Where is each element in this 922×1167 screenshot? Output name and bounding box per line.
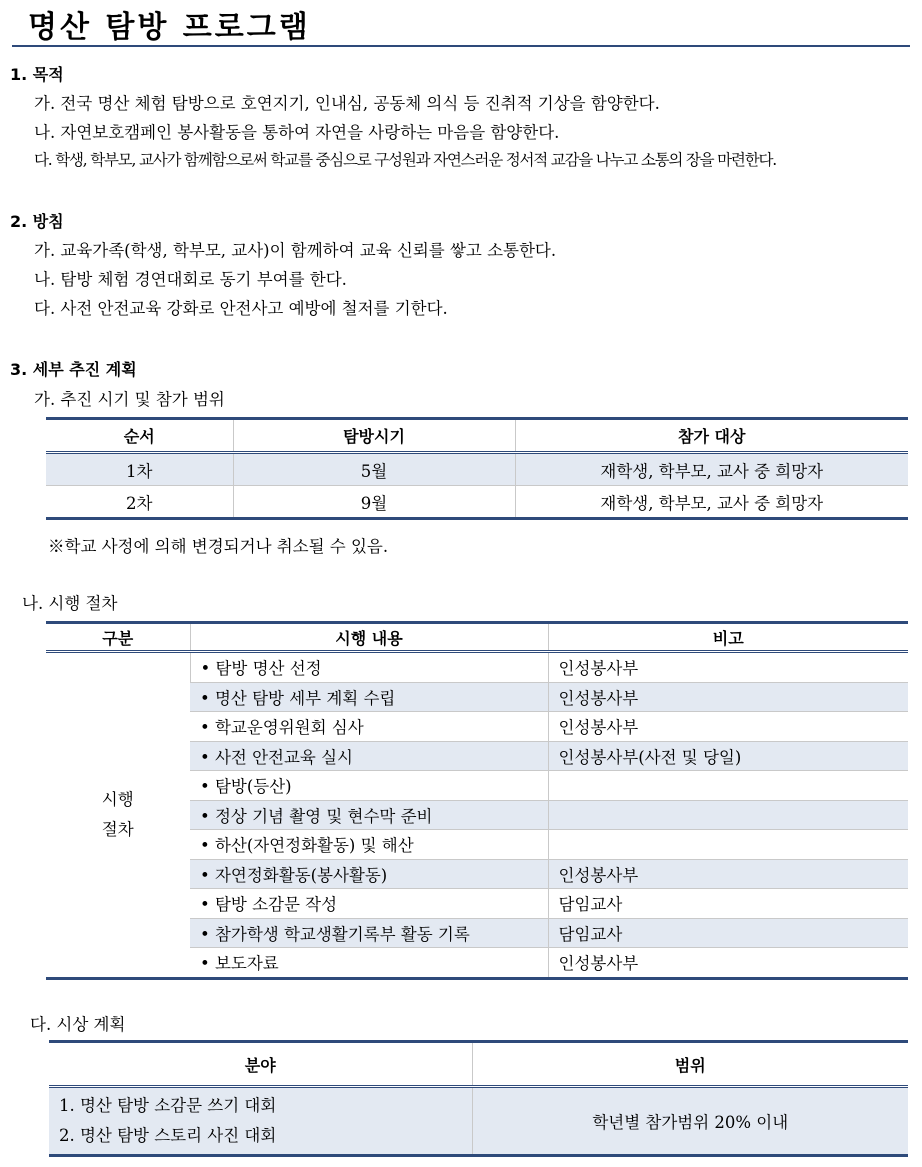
group-cell xyxy=(46,652,190,979)
cell-content: • 사전 안전교육 실시 xyxy=(190,741,548,771)
group-label-line2: 절차 xyxy=(101,819,134,839)
cell-remarks: 담임교사 xyxy=(548,918,908,948)
col-header-remarks: 비고 xyxy=(548,623,908,652)
cell-content: • 탐방 소감문 작성 xyxy=(190,889,548,919)
cell-participants: 재학생, 학부모, 교사 중 희망자 xyxy=(515,453,908,486)
section3-sub-b: 나. 시행 절차 xyxy=(22,594,118,613)
col-header-category: 구분 xyxy=(46,623,190,652)
section3-sub-a: 가. 추진 시기 및 참가 범위 xyxy=(34,390,225,409)
award-field-2: 2. 명산 탐방 스토리 사진 대회 xyxy=(59,1126,277,1145)
cell-period: 5월 xyxy=(233,453,515,486)
schedule-note: ※학교 사정에 의해 변경되거나 취소될 수 있음. xyxy=(48,537,389,556)
cell-period: 9월 xyxy=(233,486,515,519)
cell-remarks: 인성봉사부(사전 및 당일) xyxy=(548,741,908,771)
cell-remarks: 인성봉사부 xyxy=(548,712,908,742)
section1-item-a: 가. 전국 명산 체험 탐방으로 호연지기, 인내심, 공동체 의식 등 진취적 기상을 함양한다. xyxy=(34,94,660,113)
section2-item-a: 가. 교육가족(학생, 학부모, 교사)이 함께하여 교육 신뢰를 쌓고 소통한다. xyxy=(34,241,557,260)
cell-content: • 탐방 명산 선정 xyxy=(190,652,548,683)
cell-range: 학년별 참가범위 20% 이내 xyxy=(472,1087,908,1156)
cell-content: • 탐방(등산) xyxy=(190,771,548,801)
table-row xyxy=(46,652,908,683)
section3-heading: 3. 세부 추진 계획 xyxy=(10,360,137,379)
table-row xyxy=(49,1087,908,1156)
col-header-range: 범위 xyxy=(472,1042,908,1087)
section1-item-b: 나. 자연보호캠페인 봉사활동을 통하여 자연을 사랑하는 마음을 함양한다. xyxy=(34,123,560,142)
cell-remarks xyxy=(548,771,908,801)
cell-content: • 정상 기념 촬영 및 현수막 준비 xyxy=(190,800,548,830)
cell-content: • 명산 탐방 세부 계획 수립 xyxy=(190,682,548,712)
cell-remarks xyxy=(548,830,908,860)
procedure-table xyxy=(46,621,908,980)
col-header-period: 탐방시기 xyxy=(233,419,515,453)
award-table xyxy=(49,1040,908,1157)
group-label-line1: 시행 xyxy=(101,789,134,809)
cell-content: • 자연정화활동(봉사활동) xyxy=(190,859,548,889)
cell-remarks: 담임교사 xyxy=(548,889,908,919)
table-row xyxy=(46,486,908,519)
award-field-1: 1. 명산 탐방 소감문 쓰기 대회 xyxy=(59,1096,277,1115)
cell-remarks xyxy=(548,800,908,830)
cell-remarks: 인성봉사부 xyxy=(548,682,908,712)
section2-heading: 2. 방침 xyxy=(10,212,64,231)
col-header-content: 시행 내용 xyxy=(190,623,548,652)
col-header-field: 분야 xyxy=(49,1042,472,1087)
cell-content: • 보도자료 xyxy=(190,948,548,979)
cell-content: • 학교운영위원회 심사 xyxy=(190,712,548,742)
cell-order: 2차 xyxy=(46,486,233,519)
cell-remarks: 인성봉사부 xyxy=(548,652,908,683)
section2-item-b: 나. 탐방 체험 경연대회로 동기 부여를 한다. xyxy=(34,270,347,289)
col-header-order: 순서 xyxy=(46,419,233,453)
section3-sub-c: 다. 시상 계획 xyxy=(30,1015,126,1034)
cell-fields xyxy=(49,1087,472,1156)
cell-order: 1차 xyxy=(46,453,233,486)
section2-item-c: 다. 사전 안전교육 강화로 안전사고 예방에 철저를 기한다. xyxy=(34,299,448,318)
table-row xyxy=(46,453,908,486)
schedule-table xyxy=(46,417,908,520)
col-header-participants: 참가 대상 xyxy=(515,419,908,453)
section1-heading: 1. 목적 xyxy=(10,65,64,84)
cell-content: • 참가학생 학교생활기록부 활동 기록 xyxy=(190,918,548,948)
cell-content: • 하산(자연정화활동) 및 해산 xyxy=(190,830,548,860)
page-title: 명산 탐방 프로그램 xyxy=(28,10,311,45)
section1-item-c: 다. 학생, 학부모, 교사가 함께함으로써 학교를 중심으로 구성원과 자연스러운 정서적 교감을 나누고 소통의 장을 마련한다. xyxy=(34,151,776,169)
cell-remarks: 인성봉사부 xyxy=(548,859,908,889)
title-underline xyxy=(12,45,910,47)
cell-participants: 재학생, 학부모, 교사 중 희망자 xyxy=(515,486,908,519)
cell-remarks: 인성봉사부 xyxy=(548,948,908,979)
